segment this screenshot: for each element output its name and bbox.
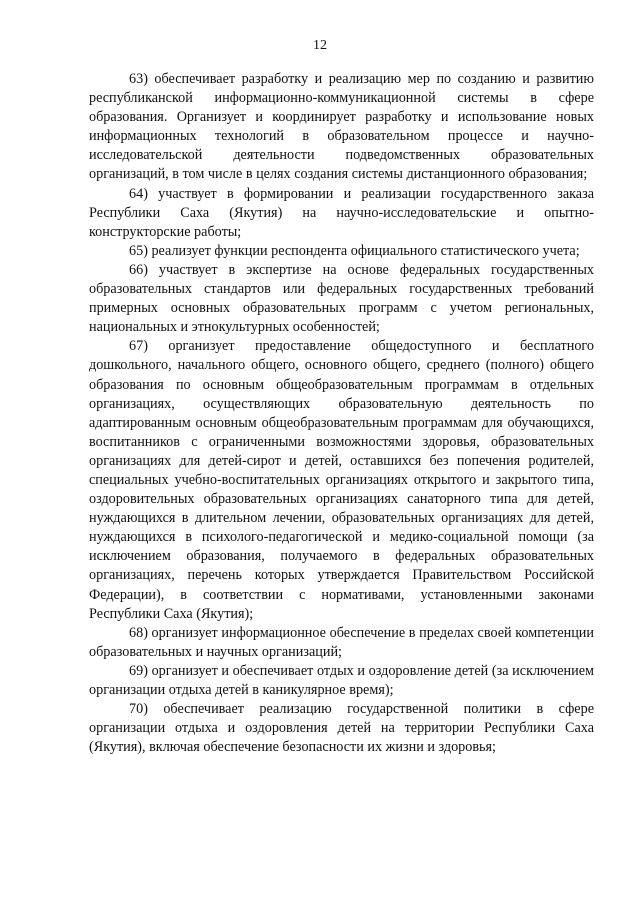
- paragraph-69: 69) организует и обеспечивает отдых и оздоровление детей (за исключением организации отдыха детей в каникулярное время);: [89, 662, 594, 698]
- page-number: 12: [313, 38, 327, 53]
- paragraph-68: 68) организует информационное обеспечение в пределах своей компетенции образовательных и научных организаций;: [89, 624, 594, 660]
- paragraph-67: 67) организует предоставление общедоступного и бесплатного дошкольного, начального общего, основного общего, среднего (полного) общего образования по основным общеобразовательным программам в отдельных организациях, осуществляющих образовательную деятельность по адаптированным основным общеобразовательным программам для обучающихся, воспитанников с ограниченными возможностями здоровья, образовательных организациях для детей-сирот и детей, оставшихся без попечения родителей, специальных учебно-воспитательных организациях открытого и закрытого типа, оздоровительных образовательных организациях санаторного типа для детей, нуждающихся в длительном лечении, образовательных организациях для детей, нуждающихся в психолого-педагогической и медико-социальной помощи (за исключением образования, получаемого в федеральных образовательных организациях, перечень которых утверждается Правительством Российской Федерации), в соответствии с нормативами, установленными законами Республики Саха (Якутия);: [89, 338, 594, 622]
- paragraph-65: 65) реализует функции респондента официального статистического учета;: [129, 242, 580, 259]
- paragraph-70: 70) обеспечивает реализацию государственной политики в сфере организации отдыха и оздоровления детей на территории Республики Саха (Якутия), включая обеспечение безопасности их жизни и здоровья;: [89, 701, 594, 756]
- paragraph-63: 63) обеспечивает разработку и реализацию мер по созданию и развитию республиканской информационно-коммуникационной системы в сфере образования. Организует и координирует разработку и использование новых информационных технологий в образовательном процессе и научно-исследовательской деятельности подведомственных образовательных организаций, в том числе в целях создания системы дистанционного образования;: [89, 71, 594, 183]
- document-body: [89, 70, 594, 757]
- paragraph-66: 66) участвует в экспертизе на основе федеральных государственных образовательных стандартов или федеральных государственных требований примерных основных образовательных программ с учетом региональных, национальных и этнокультурных особенностей;: [89, 261, 594, 336]
- paragraph-64: 64) участвует в формировании и реализации государственного заказа Республики Саха (Якутия) на научно-исследовательские и опытно-конструкторские работы;: [89, 185, 594, 240]
